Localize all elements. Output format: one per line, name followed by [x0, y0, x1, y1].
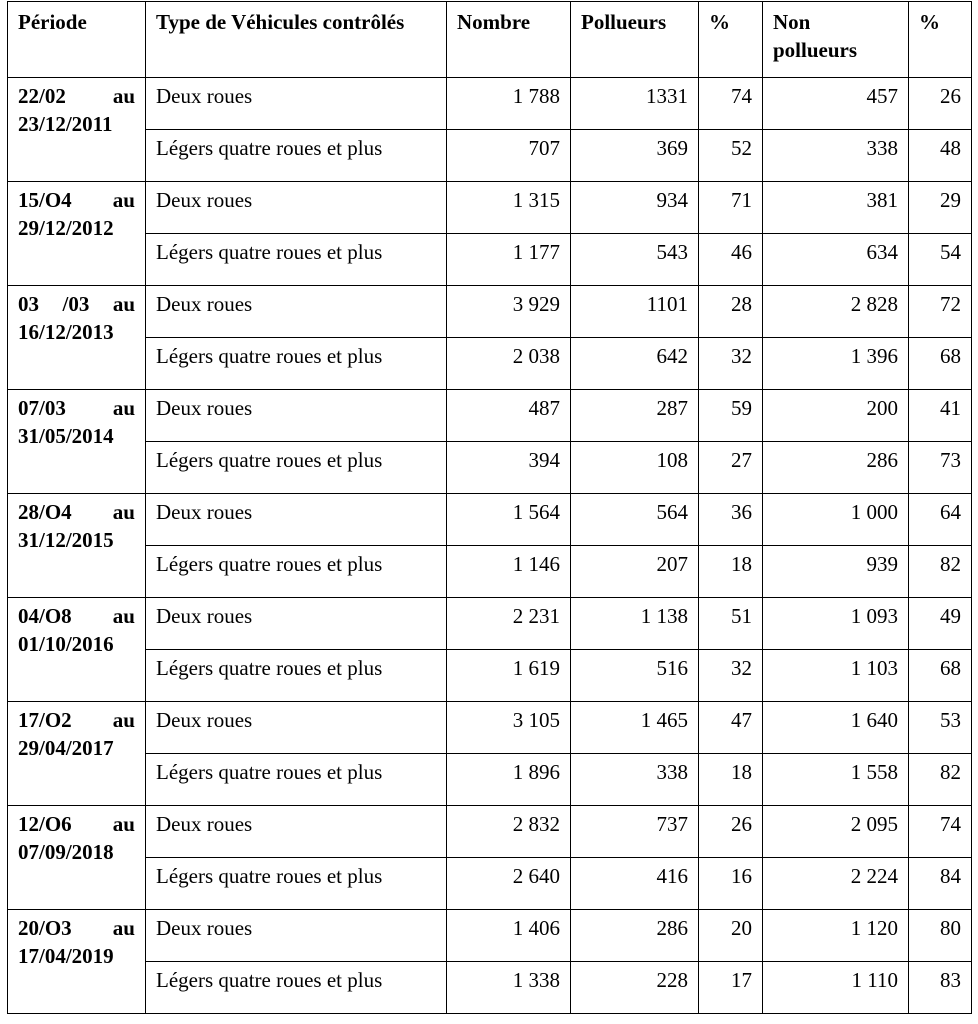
vehicle-type-cell: Deux roues	[146, 598, 447, 650]
period-end: 23/12/2011	[18, 112, 113, 136]
period-cell	[8, 182, 146, 286]
non-pollueurs-cell: 1 396	[763, 338, 909, 390]
pollueurs-cell: 737	[571, 806, 699, 858]
percent-non-pollueurs-cell: 73	[909, 442, 972, 494]
percent-pollueurs-cell: 18	[699, 754, 763, 806]
table-row	[8, 286, 972, 338]
table-row	[8, 546, 972, 598]
header-periode: Période	[8, 2, 146, 78]
vehicle-type-cell: Légers quatre roues et plus	[146, 754, 447, 806]
pollueurs-cell: 642	[571, 338, 699, 390]
nombre-cell: 3 929	[447, 286, 571, 338]
vehicle-type-cell: Deux roues	[146, 390, 447, 442]
vehicle-type-cell: Légers quatre roues et plus	[146, 130, 447, 182]
table-row	[8, 650, 972, 702]
non-pollueurs-cell: 2 095	[763, 806, 909, 858]
vehicle-type-cell: Légers quatre roues et plus	[146, 858, 447, 910]
percent-non-pollueurs-cell: 53	[909, 702, 972, 754]
period-cell	[8, 390, 146, 494]
percent-pollueurs-cell: 46	[699, 234, 763, 286]
pollueurs-cell: 108	[571, 442, 699, 494]
pollueurs-cell: 369	[571, 130, 699, 182]
table-row	[8, 858, 972, 910]
nombre-cell: 1 406	[447, 910, 571, 962]
table-row	[8, 234, 972, 286]
pollueurs-cell: 207	[571, 546, 699, 598]
period-end: 31/12/2015	[18, 528, 114, 552]
percent-pollueurs-cell: 32	[699, 338, 763, 390]
vehicle-type-cell: Légers quatre roues et plus	[146, 442, 447, 494]
percent-pollueurs-cell: 36	[699, 494, 763, 546]
percent-pollueurs-cell: 16	[699, 858, 763, 910]
pollueurs-cell: 1 138	[571, 598, 699, 650]
vehicle-type-cell: Deux roues	[146, 78, 447, 130]
percent-non-pollueurs-cell: 83	[909, 962, 972, 1014]
table-row	[8, 390, 972, 442]
period-cell	[8, 806, 146, 910]
period-end: 17/04/2019	[18, 944, 114, 968]
non-pollueurs-cell: 286	[763, 442, 909, 494]
nombre-cell: 3 105	[447, 702, 571, 754]
nombre-cell: 1 146	[447, 546, 571, 598]
pollueurs-cell: 516	[571, 650, 699, 702]
non-pollueurs-cell: 1 103	[763, 650, 909, 702]
non-pollueurs-cell: 457	[763, 78, 909, 130]
period-end: 31/05/2014	[18, 424, 114, 448]
nombre-cell: 1 338	[447, 962, 571, 1014]
percent-pollueurs-cell: 71	[699, 182, 763, 234]
percent-non-pollueurs-cell: 29	[909, 182, 972, 234]
table-row	[8, 598, 972, 650]
vehicle-type-cell: Deux roues	[146, 910, 447, 962]
table-row	[8, 442, 972, 494]
period-start: 22/02 au	[18, 84, 135, 108]
header-pollueurs: Pollueurs	[571, 2, 699, 78]
non-pollueurs-cell: 2 224	[763, 858, 909, 910]
period-end: 16/12/2013	[18, 320, 114, 344]
non-pollueurs-cell: 939	[763, 546, 909, 598]
percent-pollueurs-cell: 18	[699, 546, 763, 598]
percent-non-pollueurs-cell: 82	[909, 754, 972, 806]
vehicle-type-cell: Légers quatre roues et plus	[146, 650, 447, 702]
header-nombre: Nombre	[447, 2, 571, 78]
percent-non-pollueurs-cell: 26	[909, 78, 972, 130]
percent-pollueurs-cell: 32	[699, 650, 763, 702]
percent-pollueurs-cell: 52	[699, 130, 763, 182]
non-pollueurs-cell: 1 110	[763, 962, 909, 1014]
percent-non-pollueurs-cell: 74	[909, 806, 972, 858]
non-pollueurs-cell: 634	[763, 234, 909, 286]
table-row	[8, 962, 972, 1014]
percent-pollueurs-cell: 59	[699, 390, 763, 442]
table-row	[8, 338, 972, 390]
period-cell	[8, 598, 146, 702]
table-row	[8, 130, 972, 182]
non-pollueurs-cell: 1 120	[763, 910, 909, 962]
percent-pollueurs-cell: 47	[699, 702, 763, 754]
nombre-cell: 2 640	[447, 858, 571, 910]
nombre-cell: 2 832	[447, 806, 571, 858]
nombre-cell: 394	[447, 442, 571, 494]
header-row	[8, 2, 972, 78]
percent-non-pollueurs-cell: 68	[909, 650, 972, 702]
non-pollueurs-cell: 1 640	[763, 702, 909, 754]
percent-non-pollueurs-cell: 82	[909, 546, 972, 598]
nombre-cell: 1 177	[447, 234, 571, 286]
vehicle-type-cell: Légers quatre roues et plus	[146, 234, 447, 286]
pollueurs-cell: 286	[571, 910, 699, 962]
non-pollueurs-cell: 1 093	[763, 598, 909, 650]
period-cell	[8, 702, 146, 806]
vehicle-type-cell: Deux roues	[146, 702, 447, 754]
period-end: 29/04/2017	[18, 736, 114, 760]
pollueurs-cell: 934	[571, 182, 699, 234]
percent-non-pollueurs-cell: 84	[909, 858, 972, 910]
vehicle-type-cell: Légers quatre roues et plus	[146, 546, 447, 598]
period-start: 12/O6 au	[18, 812, 135, 836]
nombre-cell: 487	[447, 390, 571, 442]
period-start: 15/O4 au	[18, 188, 135, 212]
percent-non-pollueurs-cell: 48	[909, 130, 972, 182]
non-pollueurs-cell: 2 828	[763, 286, 909, 338]
percent-pollueurs-cell: 27	[699, 442, 763, 494]
non-pollueurs-cell: 200	[763, 390, 909, 442]
period-start: 03 /03 au	[18, 292, 135, 316]
percent-pollueurs-cell: 17	[699, 962, 763, 1014]
period-cell	[8, 78, 146, 182]
nombre-cell: 1 619	[447, 650, 571, 702]
header-non-pollueurs: Non pollueurs	[763, 2, 909, 78]
percent-non-pollueurs-cell: 41	[909, 390, 972, 442]
nombre-cell: 707	[447, 130, 571, 182]
vehicle-type-cell: Légers quatre roues et plus	[146, 338, 447, 390]
non-pollueurs-cell: 1 558	[763, 754, 909, 806]
header-percent-pollueurs: %	[699, 2, 763, 78]
table-row	[8, 754, 972, 806]
period-end: 07/09/2018	[18, 840, 114, 864]
pollueurs-cell: 564	[571, 494, 699, 546]
percent-pollueurs-cell: 26	[699, 806, 763, 858]
pollueurs-cell: 338	[571, 754, 699, 806]
nombre-cell: 2 231	[447, 598, 571, 650]
period-cell	[8, 494, 146, 598]
table-row	[8, 910, 972, 962]
percent-non-pollueurs-cell: 54	[909, 234, 972, 286]
header-percent-non-pollueurs: %	[909, 2, 972, 78]
percent-pollueurs-cell: 51	[699, 598, 763, 650]
period-cell	[8, 910, 146, 1014]
table-row	[8, 494, 972, 546]
nombre-cell: 1 788	[447, 78, 571, 130]
percent-non-pollueurs-cell: 49	[909, 598, 972, 650]
period-start: 04/O8 au	[18, 604, 135, 628]
table-row	[8, 702, 972, 754]
vehicle-control-table	[7, 1, 972, 1014]
percent-pollueurs-cell: 28	[699, 286, 763, 338]
period-start: 20/O3 au	[18, 916, 135, 940]
table-row	[8, 78, 972, 130]
non-pollueurs-cell: 1 000	[763, 494, 909, 546]
percent-non-pollueurs-cell: 64	[909, 494, 972, 546]
pollueurs-cell: 1331	[571, 78, 699, 130]
non-pollueurs-cell: 381	[763, 182, 909, 234]
nombre-cell: 1 315	[447, 182, 571, 234]
vehicle-type-cell: Deux roues	[146, 182, 447, 234]
period-end: 01/10/2016	[18, 632, 114, 656]
pollueurs-cell: 228	[571, 962, 699, 1014]
period-start: 07/03 au	[18, 396, 135, 420]
nombre-cell: 1 896	[447, 754, 571, 806]
period-end: 29/12/2012	[18, 216, 114, 240]
pollueurs-cell: 543	[571, 234, 699, 286]
percent-non-pollueurs-cell: 80	[909, 910, 972, 962]
table-row	[8, 806, 972, 858]
percent-non-pollueurs-cell: 72	[909, 286, 972, 338]
pollueurs-cell: 287	[571, 390, 699, 442]
percent-pollueurs-cell: 74	[699, 78, 763, 130]
nombre-cell: 2 038	[447, 338, 571, 390]
nombre-cell: 1 564	[447, 494, 571, 546]
pollueurs-cell: 416	[571, 858, 699, 910]
vehicle-type-cell: Légers quatre roues et plus	[146, 962, 447, 1014]
period-cell	[8, 286, 146, 390]
non-pollueurs-cell: 338	[763, 130, 909, 182]
header-type: Type de Véhicules contrôlés	[146, 2, 447, 78]
vehicle-type-cell: Deux roues	[146, 806, 447, 858]
period-start: 17/O2 au	[18, 708, 135, 732]
pollueurs-cell: 1101	[571, 286, 699, 338]
vehicle-type-cell: Deux roues	[146, 286, 447, 338]
period-start: 28/O4 au	[18, 500, 135, 524]
percent-non-pollueurs-cell: 68	[909, 338, 972, 390]
vehicle-type-cell: Deux roues	[146, 494, 447, 546]
pollueurs-cell: 1 465	[571, 702, 699, 754]
percent-pollueurs-cell: 20	[699, 910, 763, 962]
table-row	[8, 182, 972, 234]
